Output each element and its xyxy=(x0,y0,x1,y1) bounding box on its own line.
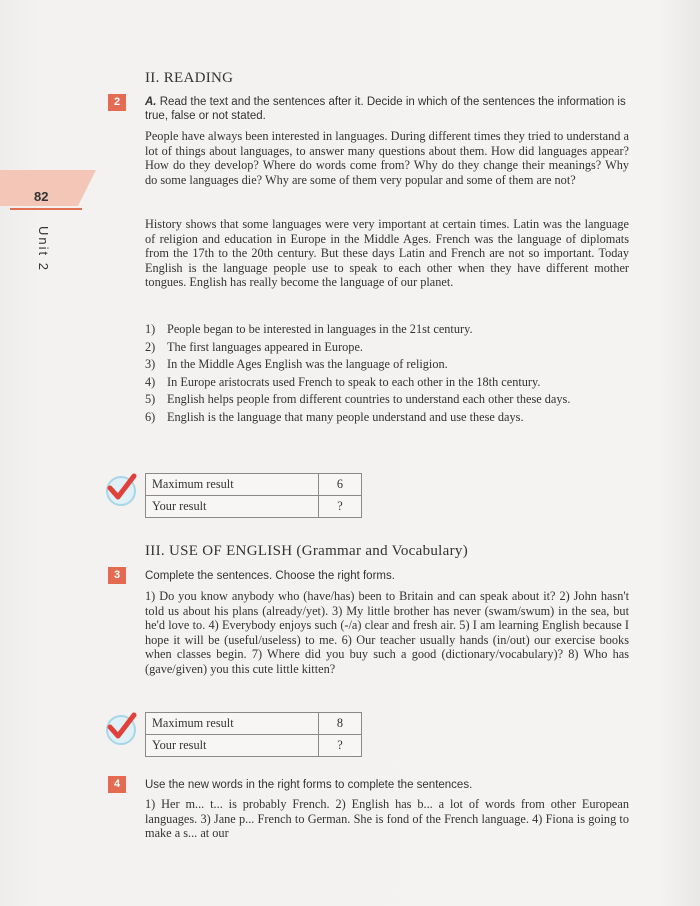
list-item: 4) In Europe aristocrats used French to speak to each other in the 18th century. xyxy=(145,374,541,389)
table-row: Your result ? xyxy=(146,496,362,518)
reading-instruction xyxy=(145,95,629,123)
task-number-badge: 4 xyxy=(108,776,126,793)
use-of-english-instruction: Complete the sentences. Choose the right forms. xyxy=(145,570,395,582)
page-tab-rule xyxy=(10,208,82,210)
use-of-english-paragraph: 1) Do you know anybody who (have/has) been to Britain and can speak about it? 2) John hasn't told us about his plans (already/yet). 3) My little brother has never (swam/swum) in the sea, but he'd love to. 4) Everybody enjoys such (-/a) clear and fresh air. 5) I am learning English because I hope it will be (useful/useless) to me. 6) Our teacher usually hands (in/out) our exercise books when classes begin. 7) Where did you buy such a good (dictionary/vocabulary)? 8) Who has (gave/given) you this cute little kitten? xyxy=(145,589,629,676)
use-of-english-section-title: III. USE OF ENGLISH (Grammar and Vocabulary) xyxy=(145,543,468,559)
task4-instruction: Use the new words in the right forms to complete the sentences. xyxy=(145,779,473,791)
table-row: Maximum result 8 xyxy=(146,713,362,735)
list-item: 1) People began to be interested in languages in the 21st century. xyxy=(145,322,473,336)
list-item: 5) English helps people from different countries to understand each other these days. xyxy=(145,392,571,407)
use-of-english-result-table xyxy=(145,712,362,757)
checkmark-icon xyxy=(104,709,138,743)
instruction-letter: A. xyxy=(145,96,157,108)
reading-section-title: II. READING xyxy=(145,70,234,86)
task4-paragraph: 1) Her m... t... is probably French. 2) English has b... a lot of words from other European languages. 3) Jane p... French to German. She is fond of the French language. 4) Fiona is going to make a s... at our xyxy=(145,797,629,841)
unit-label: Unit 2 xyxy=(36,226,51,272)
reading-paragraph-2: History shows that some languages were very important at certain times. Latin was the language of religion and education in Europe in the Middle Ages. French was the language of diplomats from the 17th to the 20th century. But these days Latin and French are not so important. Today English is the language people use to speak to each other when they have different mother tongues. English has really become the language of our planet. xyxy=(145,217,629,290)
checkmark-icon xyxy=(104,470,138,504)
reading-result-table xyxy=(145,473,362,518)
instruction-text: Read the text and the sentences after it. Decide in which of the sentences the information is true, false or not stated. xyxy=(145,96,626,122)
list-item: 6) English is the language that many people understand and use these days. xyxy=(145,409,524,424)
list-item: 2) The first languages appeared in Europe. xyxy=(145,339,363,354)
table-row: Maximum result 6 xyxy=(146,474,362,496)
task-number-badge: 3 xyxy=(108,567,126,584)
table-row: Your result ? xyxy=(146,735,362,757)
task-number-badge: 2 xyxy=(108,94,126,111)
list-item: 3) In the Middle Ages English was the language of religion. xyxy=(145,357,448,372)
reading-paragraph-1: People have always been interested in languages. During different times they tried to understand a lot of things about languages, to answer many questions about them. How did languages appear? How do they develop? Where do words come from? Why do they change their meanings? Why do some languages die? Why are some of them very popular and some of them are not? xyxy=(145,129,629,187)
page-number: 82 xyxy=(34,189,49,204)
statement-list xyxy=(145,322,629,428)
